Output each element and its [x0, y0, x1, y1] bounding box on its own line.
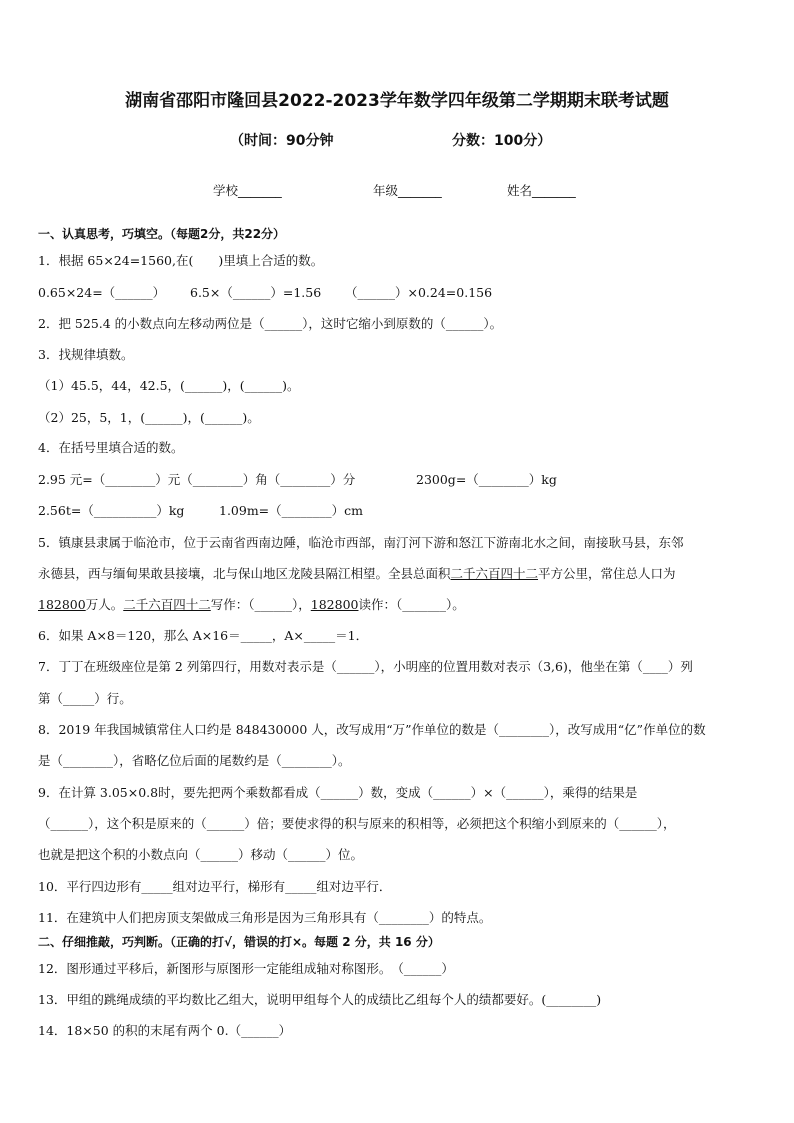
question-9-line-3: 也就是把这个积的小数点向（______）移动（______）位。	[38, 847, 364, 862]
question-1-part-c: （______）×0.24=0.156	[345, 285, 493, 300]
question-3-part-2: （2）25，5，1，(______)，(______)。	[38, 410, 260, 425]
grade-field: 年级_______	[373, 183, 442, 198]
question-2: 2．把 525.4 的小数点向左移动两位是（______），这时它缩小到原数的（______）。	[38, 316, 503, 331]
question-5-underlined-number: 182800	[38, 597, 86, 612]
section-2-heading: 二、仔细推敲，巧判断。（正确的打√，错误的打×。每题 2 分，共 16 分）	[38, 935, 440, 949]
question-5-text: 万人。	[85, 597, 124, 612]
question-8-line-2: 是（________），省略亿位后面的尾数约是（________）。	[38, 753, 351, 768]
question-9-line-1: 9．在计算 3.05×0.8时，要先把两个乘数都看成（______）数，变成（______）×（______），乘得的结果是	[38, 785, 638, 800]
question-13: 13．甲组的跳绳成绩的平均数比乙组大，说明甲组每个人的成绩比乙组每个人的绩都要好。(________)	[38, 992, 602, 1007]
question-5-underlined-number: 二千六百四十二	[123, 597, 211, 612]
question-7-line-1: 7．丁丁在班级座位是第 2 列第四行，用数对表示是（______），小明座的位置用数对表示（3,6)，他坐在第（____）列	[38, 659, 693, 674]
exam-title: 湖南省邵阳市隆回县2022-2023学年数学四年级第二学期期末联考试题	[125, 91, 669, 111]
question-1-part-b: 6.5×（______）=1.56	[190, 285, 322, 300]
question-5-text: 写作：（______），	[210, 597, 311, 612]
question-4-part-c: 2.56t=（__________）kg	[38, 503, 185, 518]
question-5-text: 读作：（_______）。	[358, 597, 465, 612]
question-6: 6．如果 A×8＝120，那么 A×16＝_____，A×_____＝1．	[38, 628, 369, 643]
question-14: 14．18×50 的积的末尾有两个 0.（______）	[38, 1023, 292, 1038]
question-5-line-3	[38, 595, 465, 613]
score-label: 分数：100分）	[452, 133, 552, 149]
question-1: 1．根据 65×24=1560,在( )里填上合适的数。	[38, 253, 324, 268]
question-5-text: 永德县，西与缅甸果敢县接壤，北与保山地区龙陵县隔江相望。全县总面积	[38, 566, 451, 581]
name-field: 姓名_______	[507, 183, 576, 198]
question-10: 10．平行四边形有_____组对边平行，梯形有_____组对边平行．	[38, 879, 392, 894]
question-8-line-1: 8．2019 年我国城镇常住人口约是 848430000 人，改写成用“万”作单位的数是（________），改写成用“亿”作单位的数	[38, 722, 706, 737]
question-5-line-2	[38, 564, 676, 582]
question-11: 11．在建筑中人们把房顶支架做成三角形是因为三角形具有（________）的特点。	[38, 910, 492, 925]
question-5-line-1: 5．镇康县隶属于临沧市，位于云南省西南边陲，临沧市西部，南汀河下游和怒江下游南北水之间，南接耿马县，东邻	[38, 535, 684, 550]
time-label: （时间：90分钟	[230, 133, 334, 149]
question-5-underlined-number: 182800	[310, 597, 359, 612]
question-4-part-d: 1.09m=（________）cm	[219, 503, 364, 518]
section-1-heading: 一、认真思考，巧填空。（每题2分，共22分）	[38, 227, 286, 241]
question-5-text: 平方公里，常住总人口为	[538, 566, 676, 581]
question-1-part-a: 0.65×24=（______）	[38, 285, 166, 300]
question-7-line-2: 第（_____）行。	[38, 691, 132, 706]
question-5-underlined-number: 二千六百四十二	[450, 566, 539, 581]
question-4-part-b: 2300g=（________）kg	[416, 472, 557, 487]
question-3: 3．找规律填数。	[38, 347, 134, 362]
school-field: 学校_______	[213, 183, 282, 198]
question-9-line-2: （______），这个积是原来的（______）倍；要使求得的积与原来的积相等，必须把这个积缩小到原来的（______），	[38, 816, 676, 831]
question-12: 12．图形通过平移后，新图形与原图形一定能组成轴对称图形。 （______）	[38, 961, 454, 976]
question-4: 4．在括号里填合适的数。	[38, 440, 184, 455]
question-4-part-a: 2.95 元=（________）元（________）角（________）分	[38, 472, 356, 487]
question-3-part-1: （1）45.5，44，42.5，(______)，(______)。	[38, 378, 300, 393]
